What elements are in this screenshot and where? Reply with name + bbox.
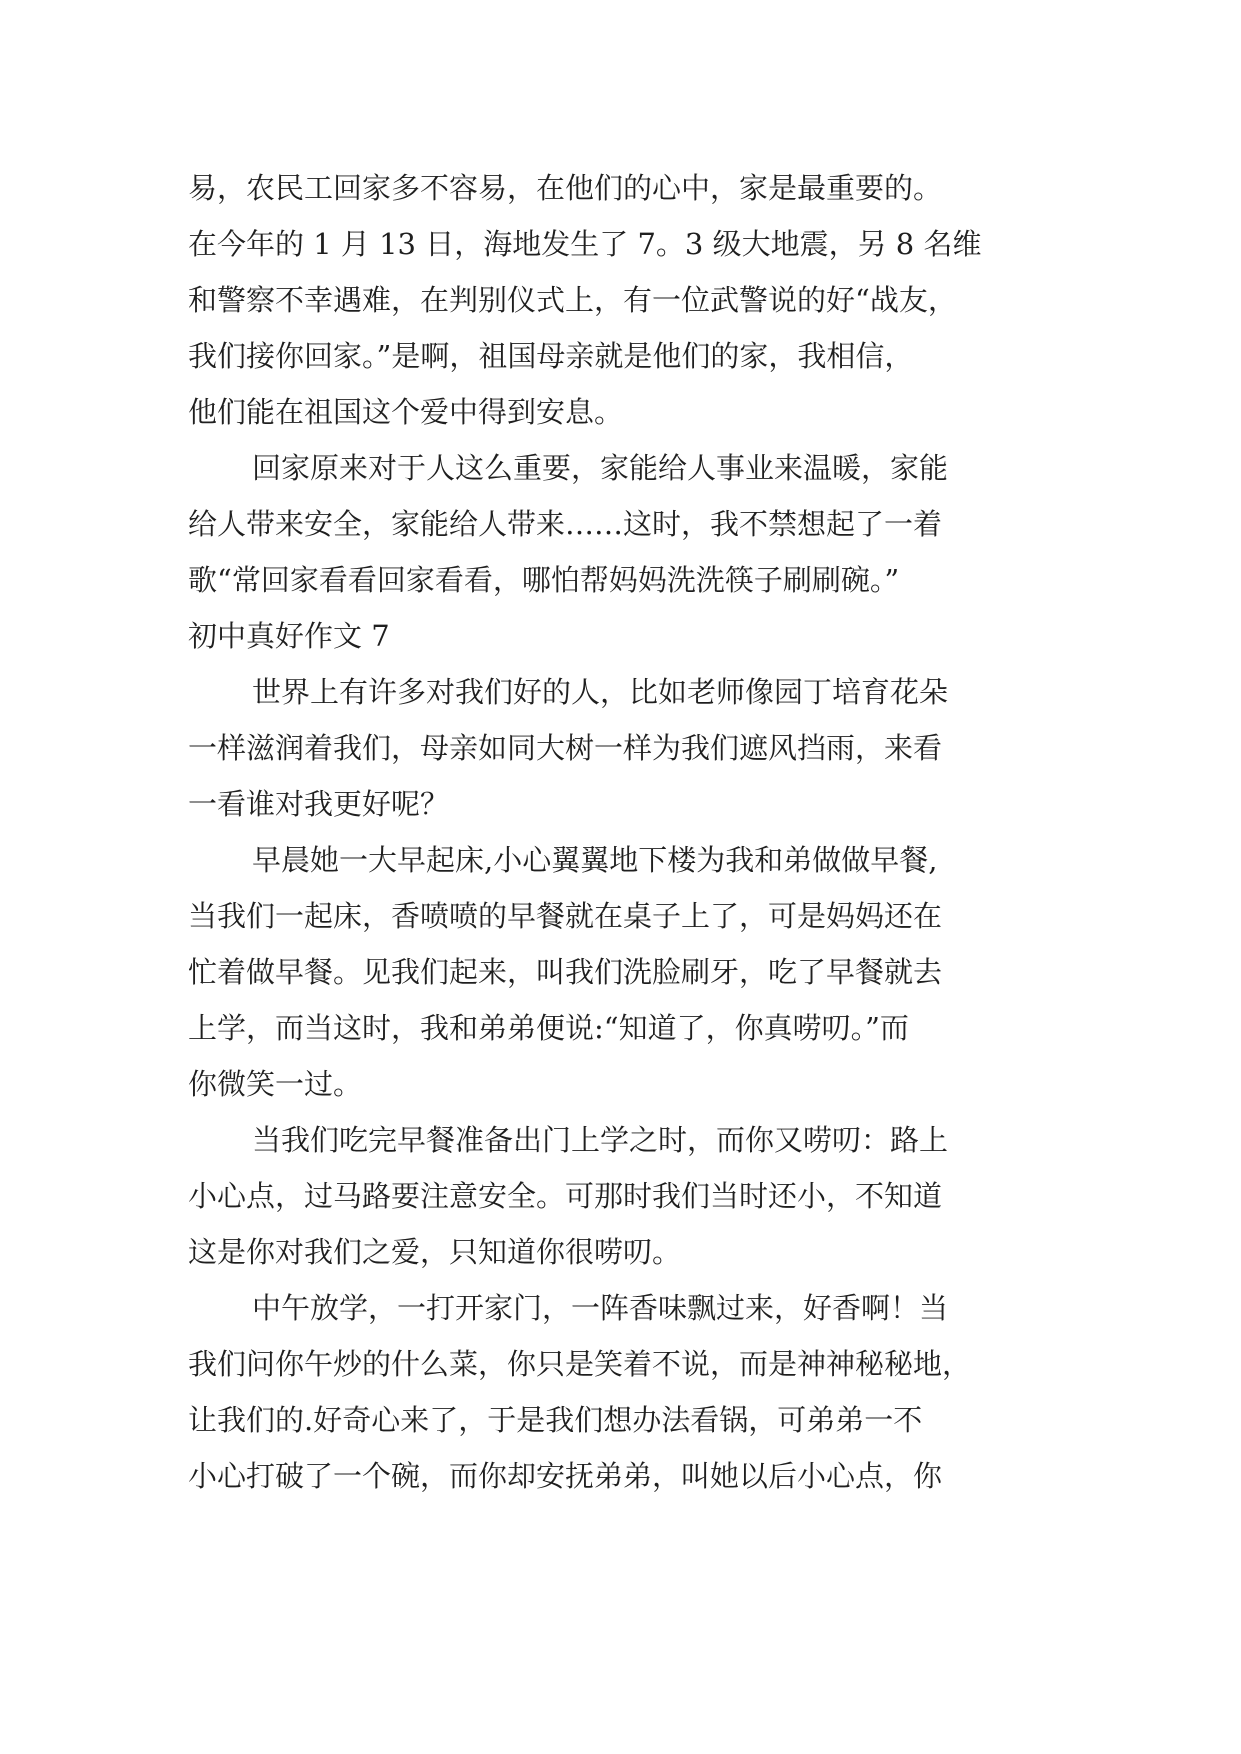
paragraph-start-line: 世界上有许多对我们好的人，比如老师像园丁培育花朵 [252,675,949,709]
text-line: 我们问你午炒的什么菜，你只是笑着不说，而是神神秘秘地， [188,1347,972,1381]
text-line: 小心点，过马路要注意安全。可那时我们当时还小，不知道 [188,1179,943,1213]
section-heading: 初中真好作文 7 [188,619,390,653]
text-line: 忙着做早餐。见我们起来，叫我们洗脸刷牙，吃了早餐就去 [188,955,943,989]
paragraph-start-line: 中午放学，一打开家门，一阵香味飘过来，好香啊！当 [252,1291,949,1325]
text-line: 给人带来安全，家能给人带来……这时，我不禁想起了一着 [188,507,943,541]
text-line: 他们能在祖国这个爱中得到安息。 [188,395,624,429]
text-line: 上学，而当这时，我和弟弟便说:“知道了，你真唠叨。”而 [188,1011,909,1045]
paragraph-start-line: 当我们吃完早餐准备出门上学之时，而你又唠叨：路上 [252,1123,949,1157]
essay-body [188,160,1068,1504]
text-line: 你微笑一过。 [188,1067,363,1101]
text-line: 一样滋润着我们，母亲如同大树一样为我们遮风挡雨，来看 [188,731,943,765]
paragraph-start-line: 早晨她一大早起床,小心翼翼地下楼为我和弟做做早餐, [252,843,938,877]
text-line: 在今年的 1 月 13 日，海地发生了 7。3 级大地震，另 8 名维 [188,227,982,261]
text-line: 这是你对我们之爱，只知道你很唠叨。 [188,1235,682,1269]
text-line: 易，农民工回家多不容易，在他们的心中，家是最重要的。 [188,171,943,205]
text-line: 我们接你回家。”是啊，祖国母亲就是他们的家，我相信， [188,339,914,373]
text-line: 一看谁对我更好呢？ [188,787,450,821]
paragraph-start-line: 回家原来对于人这么重要，家能给人事业来温暖，家能 [252,451,949,485]
text-line: 让我们的.好奇心来了，于是我们想办法看锅，可弟弟一不 [188,1403,923,1437]
text-line: 当我们一起床，香喷喷的早餐就在桌子上了，可是妈妈还在 [188,899,943,933]
text-line: 歌“常回家看看回家看看，哪怕帮妈妈洗洗筷子刷刷碗。” [188,563,900,597]
text-line: 和警察不幸遇难，在判别仪式上，有一位武警说的好“战友， [188,283,957,317]
text-line: 小心打破了一个碗，而你却安抚弟弟，叫她以后小心点，你 [188,1459,943,1493]
